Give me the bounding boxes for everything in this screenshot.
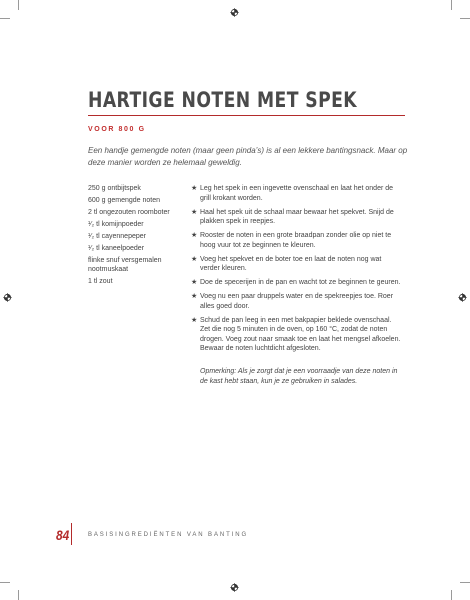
step-text: Rooster de noten in een grote braadpan zonder olie op niet te hoog vuur tot ze beginnen te kleuren. [200,232,392,249]
star-icon: ★ [191,255,198,263]
recipe-intro: Een handje gemengde noten (maar geen pinda’s) is al een lekkere bantingsnack. Maar op deze manier worden ze helemaal geweldig. [88,146,408,167]
recipe-title: HARTIGE NOTEN MET SPEK [88,88,358,112]
step-text: Voeg het spekvet en de boter toe en laat de noten nog wat verder kleuren. [200,255,382,272]
ingredient-item: 2 tl ongezouten roomboter [88,209,170,216]
crop-mark [460,582,470,583]
title-divider [88,115,405,116]
method-step [191,184,403,203]
method-step [191,208,403,227]
crop-mark [18,590,19,600]
registration-mark-icon [230,8,239,17]
recipe-yield: VOOR 800 G [88,126,146,133]
recipe-note: Opmerking: Als je zorgt dat je een voorraadje van deze noten in de kast hebt staan, kun je ze gebruiken in salades. [200,368,398,385]
step-text: Leg het spek in een ingevette ovenschaal en laat het onder de grill krokant worden. [200,185,394,202]
method-step [191,316,403,354]
page-number: 84 [56,527,70,543]
crop-mark [451,590,452,600]
star-icon: ★ [191,208,198,216]
method-step [191,231,403,250]
star-icon: ★ [191,232,198,239]
ingredient-item: 1 tl zout [88,278,113,285]
method-step [191,278,403,288]
crop-mark [0,18,10,19]
crop-mark [18,0,19,10]
registration-mark-icon [230,583,239,592]
method-steps [191,184,403,358]
step-text: Haal het spek uit de schaal maar bewaar het spekvet. Snijd de plakken spek in reepjes. [200,208,394,225]
ingredient-item: ¹⁄₂ tl komijnpoeder [88,221,144,228]
folio-divider [71,523,72,545]
crop-mark [0,582,10,583]
ingredient-item: ¹⁄₂ tl kaneelpoeder [88,245,145,252]
crop-mark [451,0,452,10]
ingredient-list [88,184,178,289]
crop-mark [460,18,470,19]
star-icon: ★ [191,293,198,300]
ingredient-item: 250 g ontbijtspek [88,185,141,192]
ingredient-item: ¹⁄₂ tl cayennepeper [88,233,146,240]
running-head: BASISINGREDIËNTEN VAN BANTING [88,532,249,538]
step-text: Schud de pan leeg in een met bakpapier beklede ovenschaal. Zet die nog 5 minuten in de oven, op 160 °C, zodat de noten drogen. Voeg zout naar smaak toe en laat het mengsel afkoelen. Bewaar de noten luchtdicht afgesloten. [200,316,401,352]
registration-mark-icon [3,293,12,302]
method-step [191,255,403,274]
star-icon: ★ [191,316,198,324]
step-text: Voeg nu een paar druppels water en de spekreepjes toe. Roer alles goed door. [200,293,394,310]
star-icon: ★ [191,185,198,192]
step-text: Doe de specerijen in de pan en wacht tot ze beginnen te geuren. [200,279,401,286]
method-step [191,292,403,311]
ingredient-item: flinke snuf versgemalen nootmuskaat [88,257,162,273]
star-icon: ★ [191,279,198,286]
ingredient-item: 600 g gemengde noten [88,197,161,204]
registration-mark-icon [458,293,467,302]
